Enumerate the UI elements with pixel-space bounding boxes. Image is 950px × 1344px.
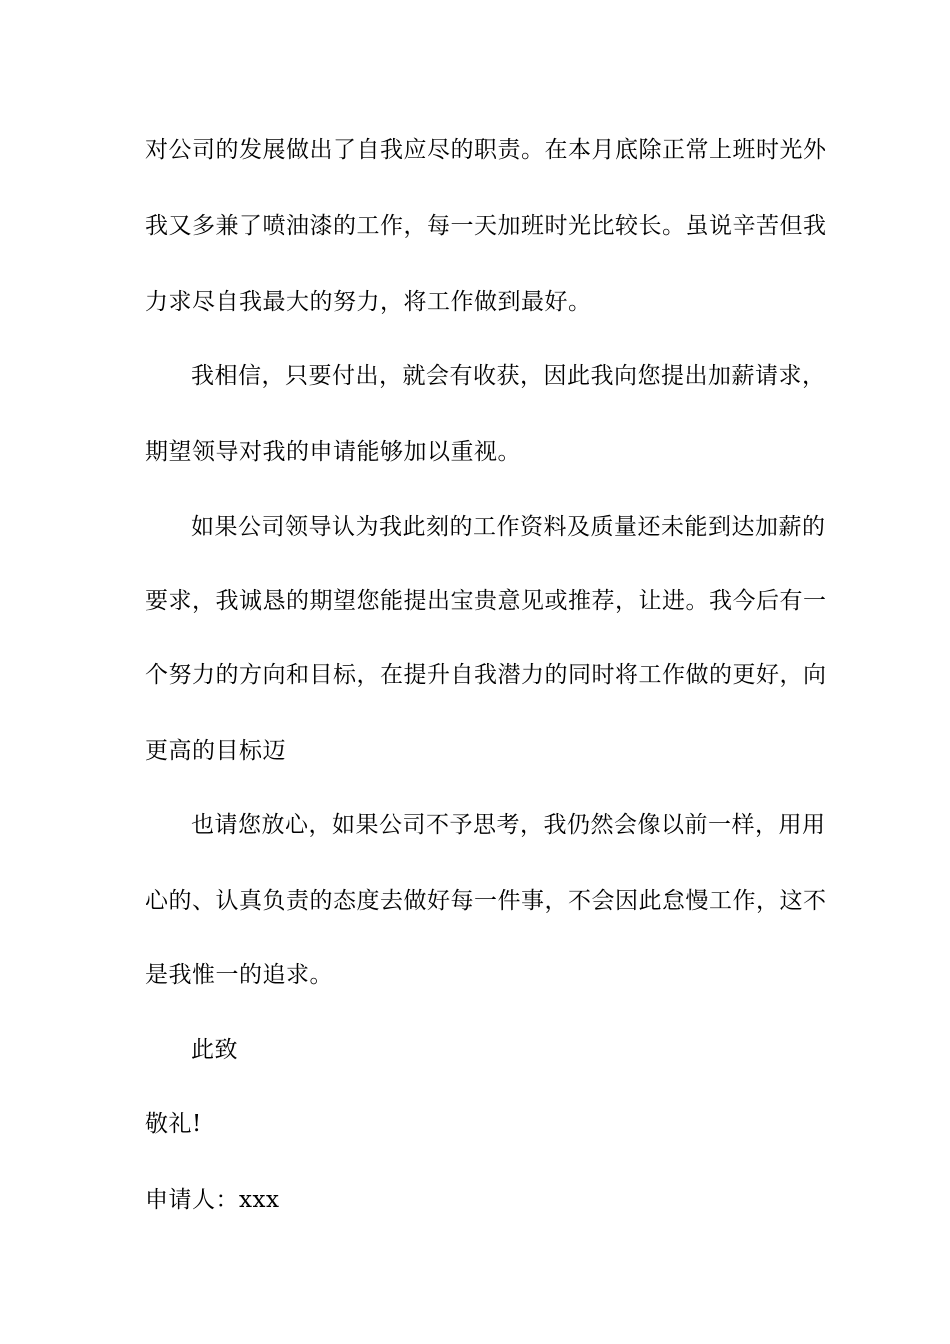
body-line: 要求，我诚恳的期望您能提出宝贵意见或推荐，让进。我今后有一 <box>145 588 827 614</box>
paragraph-start-line: 如果公司领导认为我此刻的工作资料及质量还未能到达加薪的 <box>191 514 826 540</box>
body-line: 对公司的发展做出了自我应尽的职责。在本月底除正常上班时光外 <box>145 137 827 163</box>
closing-line: 此致 <box>191 1037 238 1063</box>
body-line: 是我惟一的追求。 <box>145 962 333 988</box>
salutation-line: 敬礼! <box>145 1111 202 1137</box>
body-line: 个努力的方向和目标，在提升自我潜力的同时将工作做的更好，向 <box>145 662 827 688</box>
signature-line: 申请人：xxx <box>145 1187 280 1213</box>
body-line: 力求尽自我最大的努力，将工作做到最好。 <box>145 289 592 315</box>
paragraph-start-line: 也请您放心，如果公司不予思考，我仍然会像以前一样，用用 <box>191 812 826 838</box>
paragraph-start-line: 我相信，只要付出，就会有收获，因此我向您提出加薪请求， <box>191 363 826 389</box>
body-line: 更高的目标迈 <box>145 738 286 764</box>
body-line: 期望领导对我的申请能够加以重视。 <box>145 439 521 465</box>
body-line: 心的、认真负责的态度去做好每一件事，不会因此怠慢工作，这不 <box>145 888 827 914</box>
body-line: 我又多兼了喷油漆的工作，每一天加班时光比较长。虽说辛苦但我 <box>145 213 827 239</box>
